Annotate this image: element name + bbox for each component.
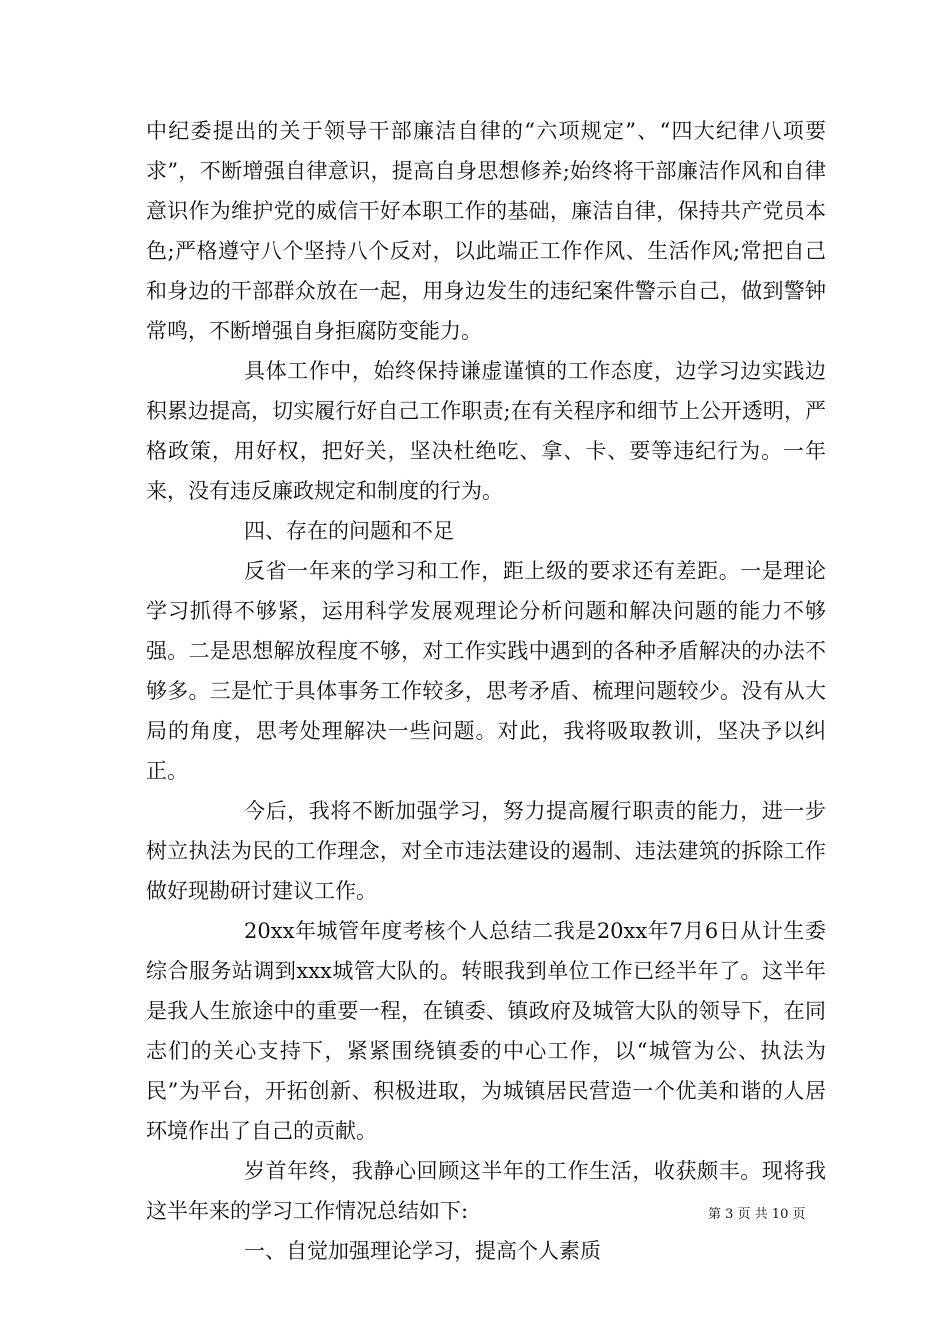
paragraph-1: 中纪委提出的关于领导干部廉洁自律的“六项规定”、“四大纪律八项要求”，不断增强自律意识，提高自身思想修养;始终将干部廉洁作风和自律意识作为维护党的威信干好本职工作的基础，廉洁自律，保持共产党员本色;严格遵守八个坚持八个反对，以此端正工作作风、生活作风;常把自己和身边的干部群众放在一起，用身边发生的违纪案件警示自己，做到警钟常鸣，不断增强自身拒腐防变能力。 [146, 119, 826, 343]
paragraph-4: 今后，我将不断加强学习，努力提高履行职责的能力，进一步树立执法为民的工作理念，对全市违法建设的遏制、违法建筑的拆除工作做好现勘研讨建议工作。 [146, 799, 826, 903]
page-number-footer: 第 3 页 共 10 页 [708, 1207, 806, 1222]
paragraph-5: 20xx年城管年度考核个人总结二我是20xx年7月6日从计生委综合服务站调到xxx城管大队的。转眼我到单位工作已经半年了。这半年是我人生旅途中的重要一程，在镇委、镇政府及城管大队的领导下，在同志们的关心支持下，紧紧围绕镇委的中心工作，以“城管为公、执法为民”为平台，开拓创新、积极进取，为城镇居民营造一个优美和谐的人居环境作出了自己的贡献。 [146, 919, 826, 1143]
document-body [146, 111, 826, 1271]
section-heading-4: 四、存在的问题和不足 [244, 519, 454, 543]
paragraph-3: 反省一年来的学习和工作，距上级的要求还有差距。一是理论学习抓得不够紧，运用科学发展观理论分析问题和解决问题的能力不够强。二是思想解放程度不够，对工作实践中遇到的各种矛盾解决的办法不够多。三是忙于具体事务工作较多，思考矛盾、梳理问题较少。没有从大局的角度，思考处理解决一些问题。对此，我将吸取教训，坚决予以纠正。 [146, 559, 826, 783]
section-heading-1: 一、自觉加强理论学习，提高个人素质 [244, 1239, 601, 1263]
paragraph-6: 岁首年终，我静心回顾这半年的工作生活，收获颇丰。现将我这半年来的学习工作情况总结如下: [146, 1159, 826, 1223]
paragraph-2: 具体工作中，始终保持谦虚谨慎的工作态度，边学习边实践边积累边提高，切实履行好自己工作职责;在有关程序和细节上公开透明，严格政策，用好权，把好关，坚决杜绝吃、拿、卡、要等违纪行为。一年来，没有违反廉政规定和制度的行为。 [146, 359, 826, 503]
